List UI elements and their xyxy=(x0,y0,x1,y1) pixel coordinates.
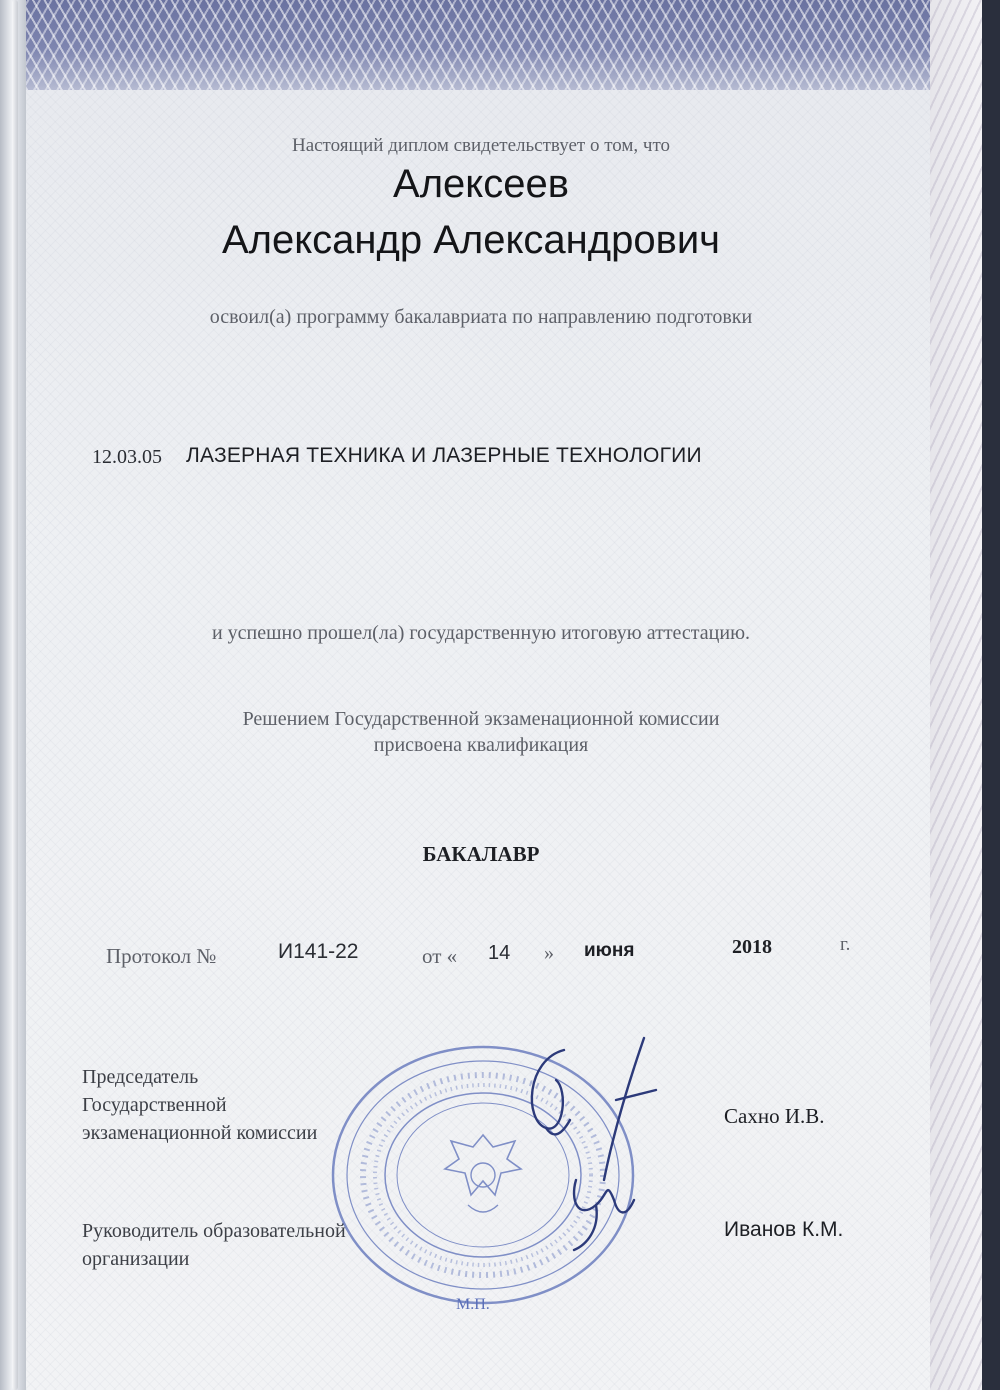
guilloche-band xyxy=(26,0,936,90)
decision-line-2: присвоена квалификация xyxy=(373,734,589,756)
adjacent-page-edge xyxy=(930,0,982,1390)
head-name: Иванов К.М. xyxy=(724,1218,844,1241)
specialty-name: ЛАЗЕРНАЯ ТЕХНИКА И ЛАЗЕРНЫЕ ТЕХНОЛОГИИ xyxy=(186,444,702,467)
protocol-label: Протокол № xyxy=(106,944,217,968)
protocol-month: июня xyxy=(584,940,635,961)
protocol-day: 14 xyxy=(488,942,511,964)
handwritten-signature xyxy=(516,1030,666,1260)
qualification: БАКАЛАВР xyxy=(422,842,540,866)
specialty-code: 12.03.05 xyxy=(92,446,162,468)
background-edge xyxy=(982,0,1000,1390)
protocol-number: И141-22 xyxy=(278,940,359,963)
given-names: Александр Александрович xyxy=(221,218,721,262)
head-title-2: организации xyxy=(82,1248,190,1270)
chairman-title-2: Государственной xyxy=(82,1094,227,1116)
attestation-line: и успешно прошел(ла) государственную итоговую аттестацию. xyxy=(211,622,751,644)
protocol-close-quote: » xyxy=(544,942,554,964)
protocol-from-label: от « xyxy=(422,944,458,968)
seal-mark: М.П. xyxy=(456,1296,490,1313)
protocol-year-suffix: г. xyxy=(840,934,851,955)
binding-cord xyxy=(12,0,18,1390)
program-line: освоил(а) программу бакалавриата по направлению подготовки xyxy=(209,306,753,328)
chairman-name: Сахно И.В. xyxy=(724,1104,825,1128)
surname: Алексеев xyxy=(393,162,569,206)
diploma-sheet xyxy=(26,0,936,1390)
protocol-year: 2018 xyxy=(732,936,772,958)
chairman-title-3: экзаменационной комиссии xyxy=(82,1122,318,1144)
head-title-1: Руководитель образовательной xyxy=(82,1220,346,1242)
chairman-title-1: Председатель xyxy=(82,1066,199,1088)
decision-line-1: Решением Государственной экзаменационной комиссии xyxy=(242,708,720,730)
intro-text: Настоящий диплом свидетельствует о том, что xyxy=(291,135,671,156)
